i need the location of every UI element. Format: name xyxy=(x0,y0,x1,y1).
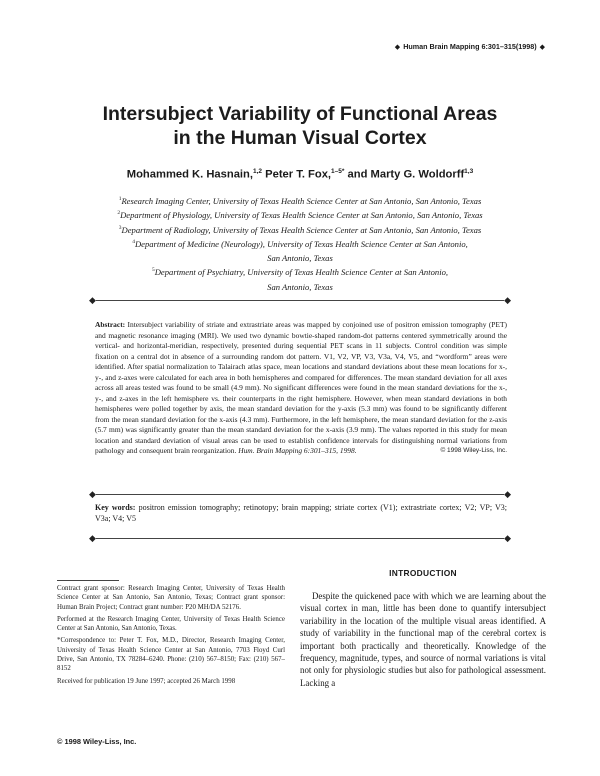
introduction-text: Despite the quickened pace with which we are learning about the visual cortex in man, little has been done to quantify intersubject variability in the location of the multiple visual areas identified. A study of variability in the functional map of the cerebral cortex is important both practically and theoretically. Knowledge of the frequency, magnitude, types, and source of normal variations is vital not only for physiologic studies but also for pathological assessment. Lacking a xyxy=(300,591,546,688)
diamond-icon: ◆ xyxy=(89,295,96,305)
footnote-grant: Contract grant sponsor: Research Imaging Center, University of Texas Health Science Center at San Antonio, San Antonio, Texas; Contract grant sponsor: Human Brain Project; Contract grant number: P20 MH/DA 52176. xyxy=(57,585,285,611)
diamond-icon: ◆ xyxy=(394,44,401,51)
footnote-performed: Performed at the Research Imaging Center, University of Texas Health Science Center at San Antonio, San Antonio, Texas. xyxy=(57,615,285,633)
diamond-icon: ◆ xyxy=(89,533,96,543)
author-name: Peter T. Fox, xyxy=(265,168,332,181)
section-divider xyxy=(89,489,511,499)
author-list: Mohammed K. Hasnain,$^{1,2}$ Peter T. Fox,$^{1-5*}$ and Marty G. Woldorff$^{1,3}$ xyxy=(126,168,474,181)
affiliations xyxy=(0,193,600,293)
affiliation-line: $^5$Department of Psychiatry, University of Texas Health Science Center at San Antonio, xyxy=(151,267,449,278)
affiliation-line: San Antonio, Texas xyxy=(267,252,333,263)
title-line-2: in the Human Visual Cortex xyxy=(173,127,427,149)
diamond-icon: ◆ xyxy=(89,489,96,499)
affiliation-line: San Antonio, Texas xyxy=(267,281,333,292)
abstract-text: Intersubject variability of striate and extrastriate areas was mapped by conjoined use of positron emission tomography (PET) and magnetic resonance imaging (MRI). We used two dynamic bowtie-shaped random-dot patterns centered symmetrically around the vertical- and horizontal-meridian, respectively, presented during sequential PET scans in 11 subjects. Control condition was simple fixation on a central dot in absence of a surrounding random dot pattern. V1, V2, VP, V3, V3a, V4, V5, and “wordform” areas were identified. After spatial normalization to Talairach atlas space, mean locations and standard deviations about these mean locations for x-, y-, and z-axes were calculated for each area in both hemispheres and compared for differences. The mean standard deviation for all axes across all areas tested was found to be small (4.9 mm). No significant differences were found in the mean standard deviations for the x-, y-, and z-axes in the left hemisphere vs. their counterparts in the right hemisphere. However, when mean standard deviations in both hemispheres were polled together by axis, the mean standard deviation for the y-axis (5.3 mm) was found to be significantly different from the mean standard deviation for the x-axis (4.3 mm). Furthermore, in the left hemisphere, the mean standard deviation for the z-axis (5.7 mm) was significantly greater than the mean standard deviation for the x-axis (3.9 mm). The values reported in this study for mean location and standard deviation of visual areas can be used to establish confidence intervals for distinguishing normal variations from pathology and consequent brain reorganization. xyxy=(95,320,507,455)
diamond-icon: ◆ xyxy=(504,295,511,305)
journal-citation: Human Brain Mapping 6:301–315(1998) xyxy=(403,42,537,51)
keywords-label: Key words: xyxy=(95,503,136,512)
paper-title xyxy=(0,102,600,150)
footnote-rule xyxy=(57,580,119,581)
abstract xyxy=(95,320,507,457)
author-affil-sup: 1–5* xyxy=(331,168,345,175)
author-affil-sup: 1,3 xyxy=(464,168,474,175)
footnote-correspondence: *Correspondence to: Peter T. Fox, M.D., Director, Research Imaging Center, University of Texas Health Science Center at San Antonio, 7703 Floyd Curl Drive, San Antonio, TX 78284–6240. Phone: (210) 567–8150; Fax: (210) 567–8152 xyxy=(57,637,285,673)
affiliation-line: $^2$Department of Physiology, University of Texas Health Science Center at San Antonio, San Antonio, Texas xyxy=(117,210,483,221)
footnote-received: Received for publication 19 June 1997; accepted 26 March 1998 xyxy=(57,677,236,685)
affiliation-line: $^1$Research Imaging Center, University of Texas Health Science Center at San Antonio, San Antonio, Texas xyxy=(118,195,482,206)
running-head xyxy=(392,42,548,51)
title-line-1: Intersubject Variability of Functional Areas xyxy=(102,103,498,125)
diamond-icon: ◆ xyxy=(504,489,511,499)
author-name: Mohammed K. Hasnain, xyxy=(126,168,253,181)
footnotes xyxy=(57,584,285,689)
abstract-copyright: © 1998 Wiley-Liss, Inc. xyxy=(440,447,507,454)
keywords xyxy=(95,502,507,525)
abstract-label: Abstract: xyxy=(95,320,126,329)
diamond-icon: ◆ xyxy=(504,533,511,543)
author-affil-sup: 1,2 xyxy=(252,168,263,175)
abstract-citation: Hum. Brain Mapping 6:301–315, 1998. xyxy=(238,446,357,455)
affiliation-line: $^4$Department of Medicine (Neurology), University of Texas Health Science Center at San Antonio, xyxy=(132,238,468,249)
keywords-text: positron emission tomography; retinotopy; brain mapping; striate cortex (V1); extrastriate cortex; V2; VP; V3; V3a; V4; V5 xyxy=(95,503,508,524)
diamond-icon: ◆ xyxy=(539,44,545,51)
author-name: Marty G. Woldorff xyxy=(370,168,465,181)
copyright-footer: © 1998 Wiley-Liss, Inc. xyxy=(57,737,137,746)
section-divider xyxy=(89,295,511,305)
affiliation-line: $^3$Department of Radiology, University of Texas Health Science Center at San Antonio, San Antonio, Texas xyxy=(118,224,482,235)
section-divider xyxy=(89,533,511,543)
section-heading-introduction: INTRODUCTION xyxy=(389,568,457,578)
